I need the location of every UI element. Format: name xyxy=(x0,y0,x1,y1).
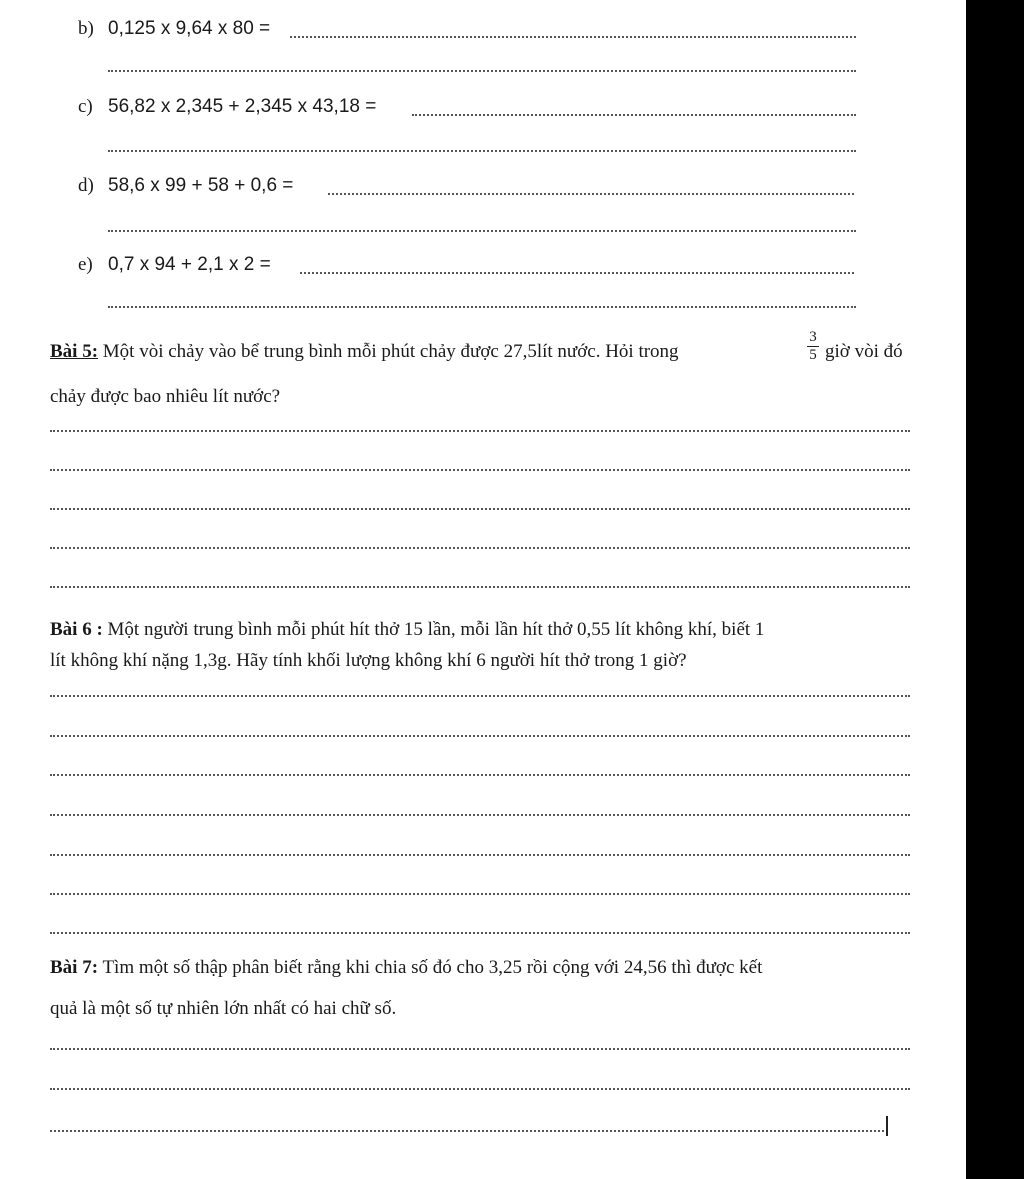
answer-line[interactable] xyxy=(108,70,856,72)
exercise-6-line-1 xyxy=(50,620,764,639)
answer-line[interactable] xyxy=(300,272,854,274)
exercise-5-text: Một vòi chảy vào bể trung bình mỗi phút chảy được 27,5lít nước. Hỏi trong xyxy=(102,341,679,362)
answer-line[interactable] xyxy=(50,469,910,471)
answer-line[interactable] xyxy=(290,36,856,38)
answer-line[interactable] xyxy=(50,1130,884,1132)
answer-line[interactable] xyxy=(50,932,910,934)
answer-line[interactable] xyxy=(412,114,856,116)
exercise-5-line-1 xyxy=(50,342,679,361)
right-black-margin xyxy=(966,0,1024,1179)
answer-line[interactable] xyxy=(108,150,856,152)
item-b-expression: 0,125 x 9,64 x 80 = xyxy=(108,18,271,39)
item-c-label: c) xyxy=(78,96,93,117)
answer-line[interactable] xyxy=(50,508,910,510)
exercise-7-line-1 xyxy=(50,958,762,977)
answer-line[interactable] xyxy=(108,230,856,232)
text-cursor xyxy=(886,1116,888,1136)
exercise-7-text: Tìm một số thập phân biết rằng khi chia số đó cho 3,25 rồi cộng với 24,56 thì được kết xyxy=(102,957,763,978)
fraction-numerator: 3 xyxy=(809,329,817,345)
fraction-denominator: 5 xyxy=(809,347,817,363)
exercise-6-line-2: lít không khí nặng 1,3g. Hãy tính khối lượng không khí 6 người hít thở trong 1 giờ? xyxy=(50,650,687,671)
item-d-expression: 58,6 x 99 + 58 + 0,6 = xyxy=(108,175,294,196)
exercise-5-text-end: giờ vòi đó xyxy=(825,341,903,362)
answer-line[interactable] xyxy=(50,735,910,737)
exercise-5-question: chảy được bao nhiêu lít nước? xyxy=(50,386,281,407)
answer-line[interactable] xyxy=(108,306,856,308)
answer-line[interactable] xyxy=(50,814,910,816)
fraction-three-fifths xyxy=(807,330,819,363)
item-d-label: d) xyxy=(78,175,94,196)
answer-line[interactable] xyxy=(50,774,910,776)
answer-line[interactable] xyxy=(50,1048,910,1050)
answer-line[interactable] xyxy=(50,893,910,895)
exercise-7-line-2: quả là một số tự nhiên lớn nhất có hai chữ số. xyxy=(50,998,397,1019)
exercise-5-title: Bài 5: xyxy=(50,341,99,362)
exercise-6-title: Bài 6 : xyxy=(50,619,103,640)
item-c-expression: 56,82 x 2,345 + 2,345 x 43,18 = xyxy=(108,96,377,117)
answer-line[interactable] xyxy=(50,586,910,588)
answer-line[interactable] xyxy=(328,193,854,195)
item-b-label: b) xyxy=(78,18,94,39)
exercise-6-text: Một người trung bình mỗi phút hít thở 15 lần, mỗi lần hít thở 0,55 lít không khí, biết 1 xyxy=(107,619,765,640)
answer-line[interactable] xyxy=(50,1088,910,1090)
answer-line[interactable] xyxy=(50,547,910,549)
answer-line[interactable] xyxy=(50,430,910,432)
item-e-label: e) xyxy=(78,254,93,275)
item-e-expression: 0,7 x 94 + 2,1 x 2 = xyxy=(108,254,271,275)
answer-line[interactable] xyxy=(50,695,910,697)
exercise-7-title: Bài 7: xyxy=(50,957,99,978)
answer-line[interactable] xyxy=(50,854,910,856)
